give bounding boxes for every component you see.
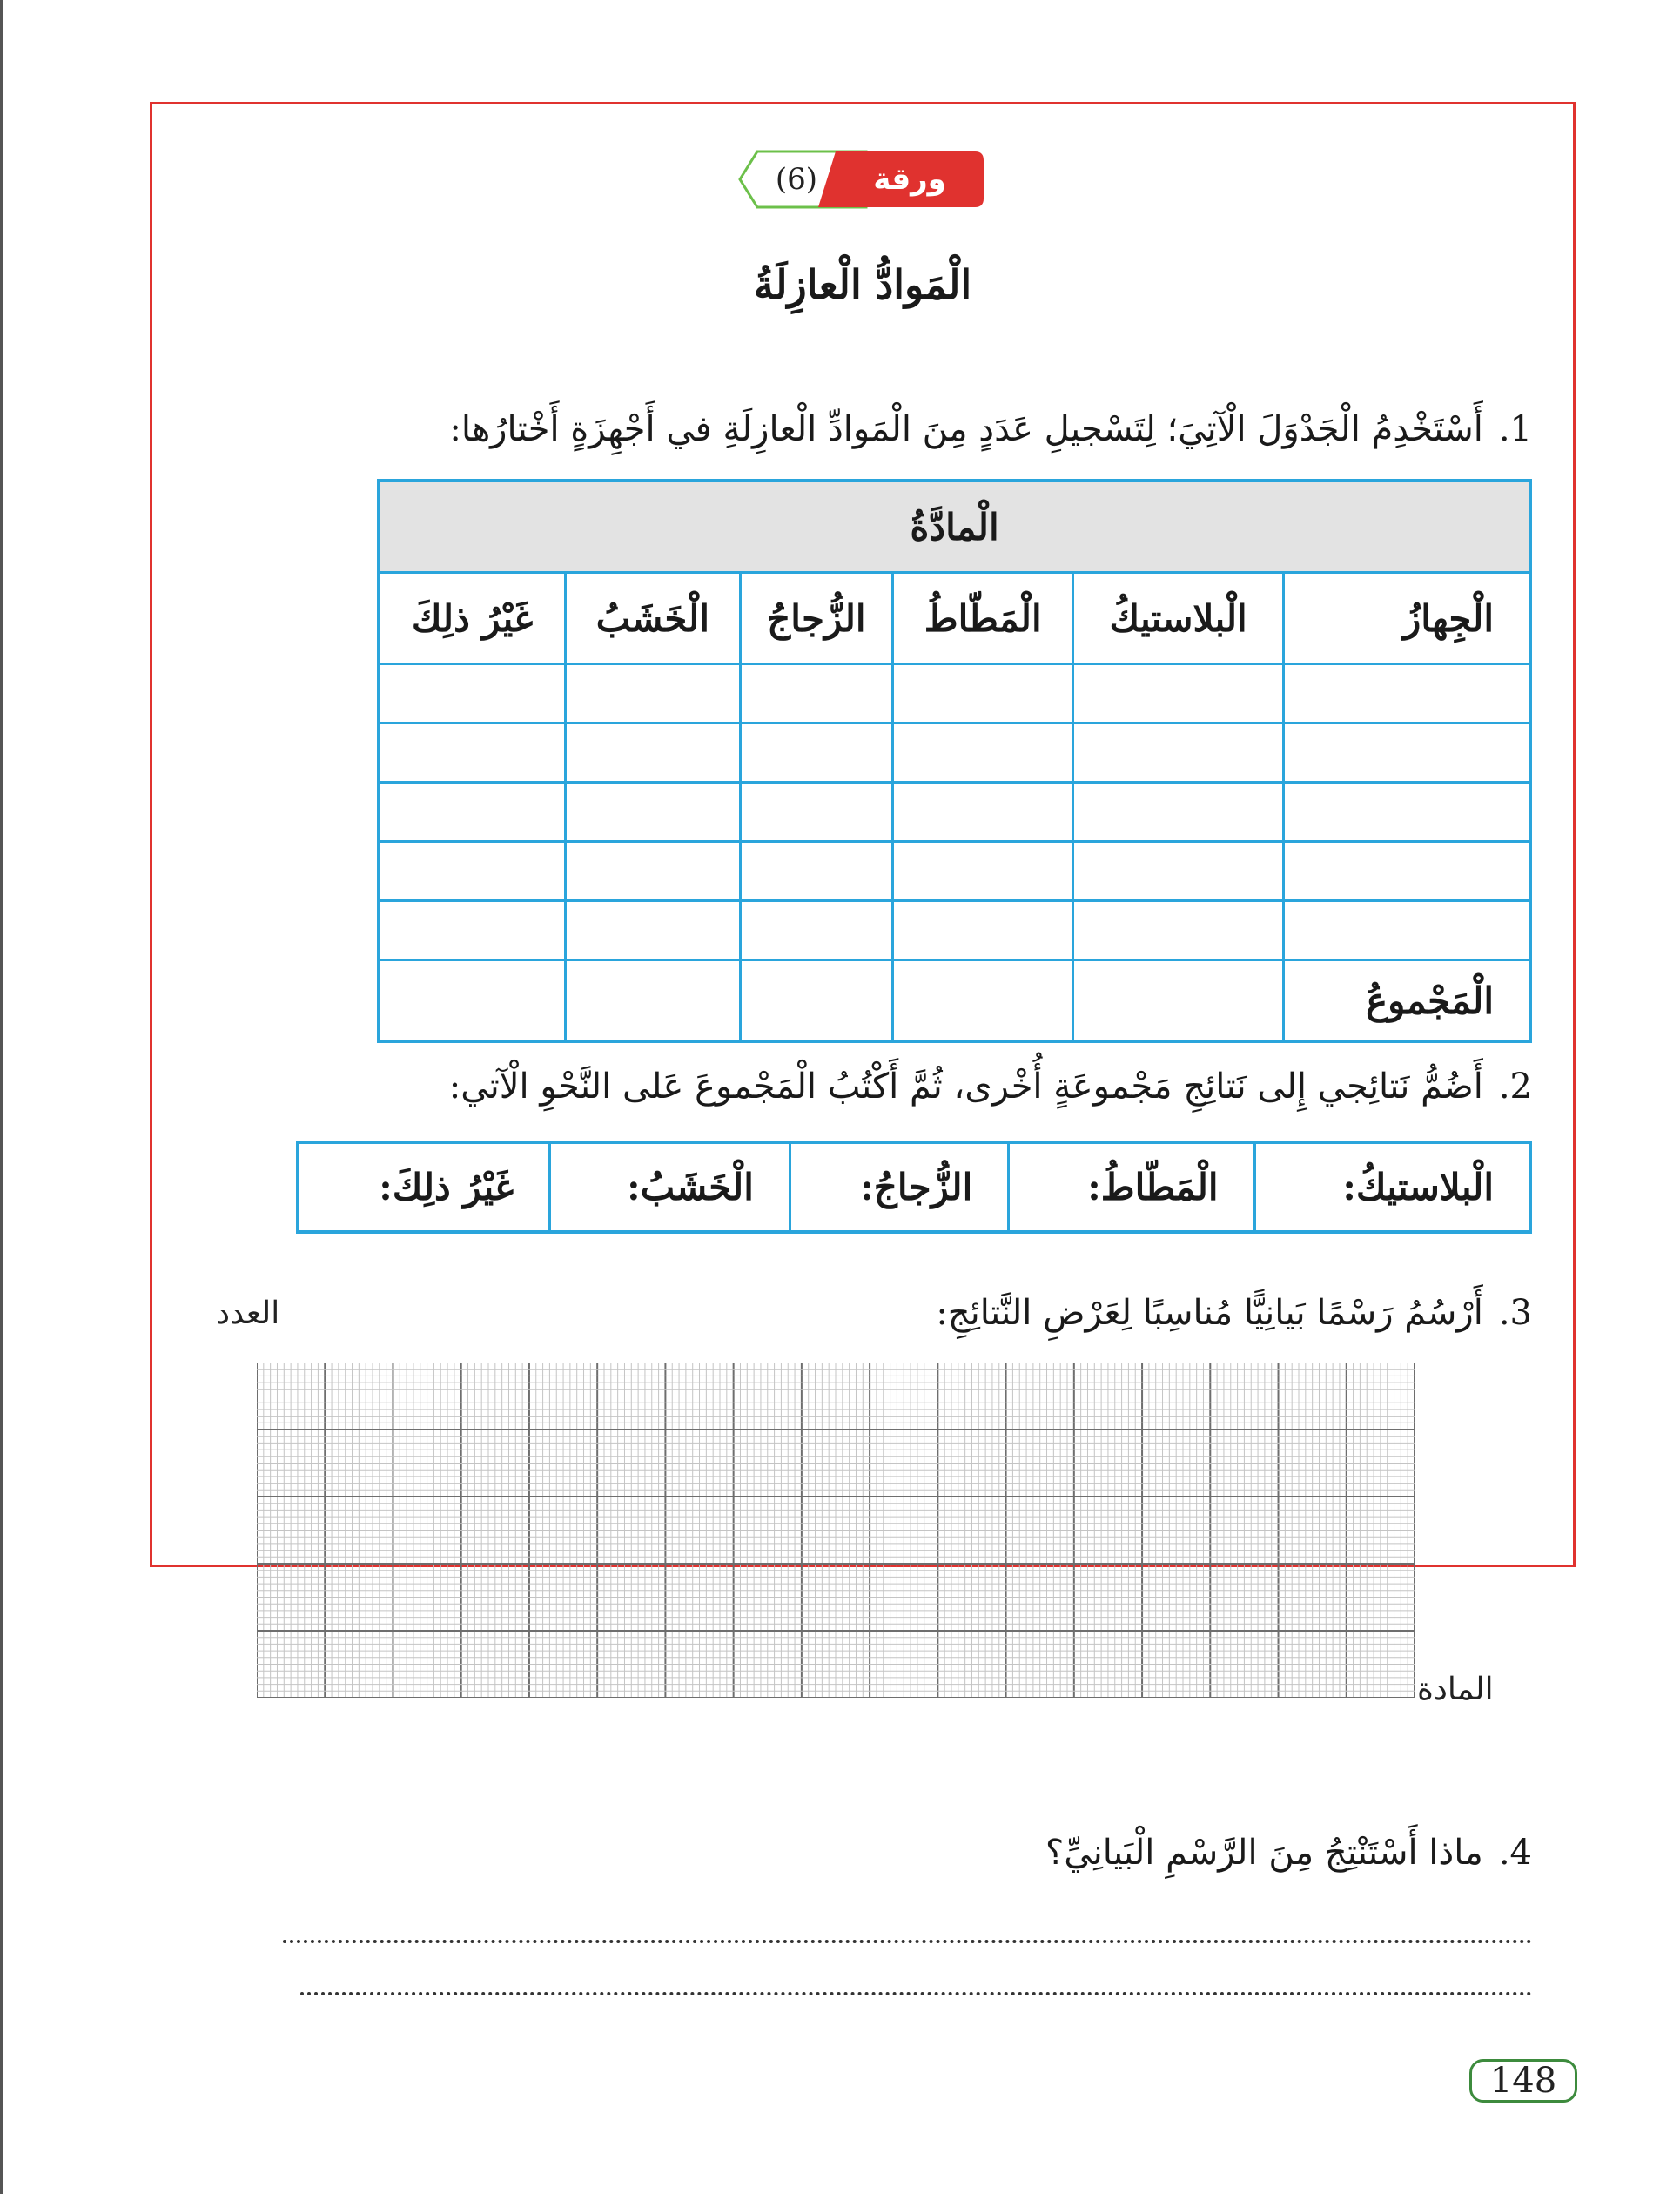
question-2 bbox=[449, 1067, 1532, 1107]
question-3 bbox=[936, 1293, 1532, 1333]
table-cell[interactable] bbox=[1073, 723, 1284, 783]
table-cell[interactable] bbox=[740, 783, 893, 842]
table-cell[interactable] bbox=[893, 783, 1073, 842]
table-cell[interactable] bbox=[740, 960, 893, 1042]
table-cell[interactable] bbox=[379, 960, 566, 1042]
table-cell[interactable] bbox=[566, 960, 740, 1042]
totals-table bbox=[296, 1141, 1532, 1234]
total-wood[interactable]: الْخَشَبُ: bbox=[550, 1142, 790, 1232]
question-4-number: 4. bbox=[1498, 1833, 1532, 1873]
worksheet-badge bbox=[736, 148, 988, 259]
table-cell[interactable] bbox=[566, 783, 740, 842]
table-cell[interactable] bbox=[893, 960, 1073, 1042]
answer-line-2[interactable] bbox=[300, 1992, 1532, 1995]
column-device: الْجِهازُ bbox=[1283, 573, 1530, 664]
question-3-number: 3. bbox=[1498, 1293, 1532, 1333]
table-cell[interactable] bbox=[566, 723, 740, 783]
table-row bbox=[379, 723, 1530, 783]
question-4-text: ماذا أَسْتَنْتِجُ مِنَ الرَّسْمِ الْبَيانِيِّ؟ bbox=[1045, 1833, 1483, 1873]
total-other[interactable]: غَيْرُ ذلِكَ: bbox=[298, 1142, 550, 1232]
worksheet-label: ورقة عمل bbox=[873, 162, 946, 259]
x-axis-label: المادة bbox=[1417, 1672, 1494, 1707]
page-edge bbox=[0, 0, 3, 2194]
insulators-table bbox=[377, 479, 1532, 1043]
table-cell[interactable] bbox=[893, 901, 1073, 960]
table-cell[interactable] bbox=[1073, 783, 1284, 842]
question-1-text: أَسْتَخْدِمُ الْجَدْوَلَ الْآتِيَ؛ لِتَسْجيلِ عَدَدٍ مِنَ الْمَوادِّ الْعازِلَةِ في أَجْهِزَةٍ أَخْتارُها: bbox=[449, 409, 1483, 449]
table-cell[interactable] bbox=[379, 723, 566, 783]
table-cell[interactable] bbox=[740, 723, 893, 783]
table-row bbox=[379, 783, 1530, 842]
table-cell[interactable] bbox=[566, 664, 740, 723]
total-label: الْمَجْموعُ bbox=[1283, 960, 1530, 1042]
table-cell[interactable] bbox=[379, 842, 566, 901]
total-rubber[interactable]: الْمَطّاطُ: bbox=[1009, 1142, 1254, 1232]
table-cell[interactable] bbox=[379, 783, 566, 842]
question-4 bbox=[1045, 1833, 1532, 1873]
question-1 bbox=[449, 409, 1532, 449]
y-axis-label: العدد bbox=[216, 1296, 280, 1331]
table-cell[interactable] bbox=[1283, 783, 1530, 842]
question-1-number: 1. bbox=[1498, 409, 1532, 449]
table-header-material: الْمادَّةُ bbox=[379, 481, 1530, 573]
total-plastic[interactable]: الْبلاستيكُ: bbox=[1254, 1142, 1530, 1232]
graph-grid[interactable] bbox=[257, 1363, 1415, 1698]
table-cell[interactable] bbox=[740, 664, 893, 723]
total-glass[interactable]: الزُّجاجُ: bbox=[790, 1142, 1008, 1232]
question-2-number: 2. bbox=[1498, 1067, 1532, 1107]
page-number: 148 bbox=[1469, 2059, 1577, 2103]
table-cell[interactable] bbox=[1073, 901, 1284, 960]
table-cell[interactable] bbox=[1073, 842, 1284, 901]
table-total-row bbox=[379, 960, 1530, 1042]
table-cell[interactable] bbox=[379, 664, 566, 723]
table-row bbox=[379, 842, 1530, 901]
table-cell[interactable] bbox=[1073, 960, 1284, 1042]
table-cell[interactable] bbox=[740, 842, 893, 901]
table-cell[interactable] bbox=[1283, 723, 1530, 783]
table-cell[interactable] bbox=[893, 723, 1073, 783]
column-other: غَيْرُ ذلِكَ bbox=[379, 573, 566, 664]
column-glass: الزُّجاجُ bbox=[740, 573, 893, 664]
table-cell[interactable] bbox=[566, 842, 740, 901]
column-plastic: الْبلاستيكُ bbox=[1073, 573, 1284, 664]
table-row bbox=[379, 901, 1530, 960]
column-rubber: الْمَطّاطُ bbox=[893, 573, 1073, 664]
table-cell[interactable] bbox=[379, 901, 566, 960]
worksheet-number: (6) bbox=[775, 162, 818, 197]
table-cell[interactable] bbox=[1283, 842, 1530, 901]
table-cell[interactable] bbox=[893, 842, 1073, 901]
table-cell[interactable] bbox=[1283, 901, 1530, 960]
column-wood: الْخَشَبُ bbox=[566, 573, 740, 664]
table-cell[interactable] bbox=[566, 901, 740, 960]
question-2-text: أَضُمُّ نَتائِجي إِلى نَتائِجِ مَجْموعَةٍ أُخْرى، ثُمَّ أَكْتُبُ الْمَجْموعَ عَلى النَّحْوِ الْآتي: bbox=[448, 1067, 1483, 1107]
table-row bbox=[379, 664, 1530, 723]
table-cell[interactable] bbox=[1073, 664, 1284, 723]
answer-line-1[interactable] bbox=[283, 1940, 1532, 1943]
table-cell[interactable] bbox=[740, 901, 893, 960]
question-3-text: أَرْسُمُ رَسْمًا بَيانِيًّا مُناسِبًا لِعَرْضِ النَّتائِجِ: bbox=[936, 1293, 1483, 1333]
table-cell[interactable] bbox=[1283, 664, 1530, 723]
table-cell[interactable] bbox=[893, 664, 1073, 723]
page-title: الْمَوادُّ الْعازِلَةُ bbox=[753, 261, 972, 308]
